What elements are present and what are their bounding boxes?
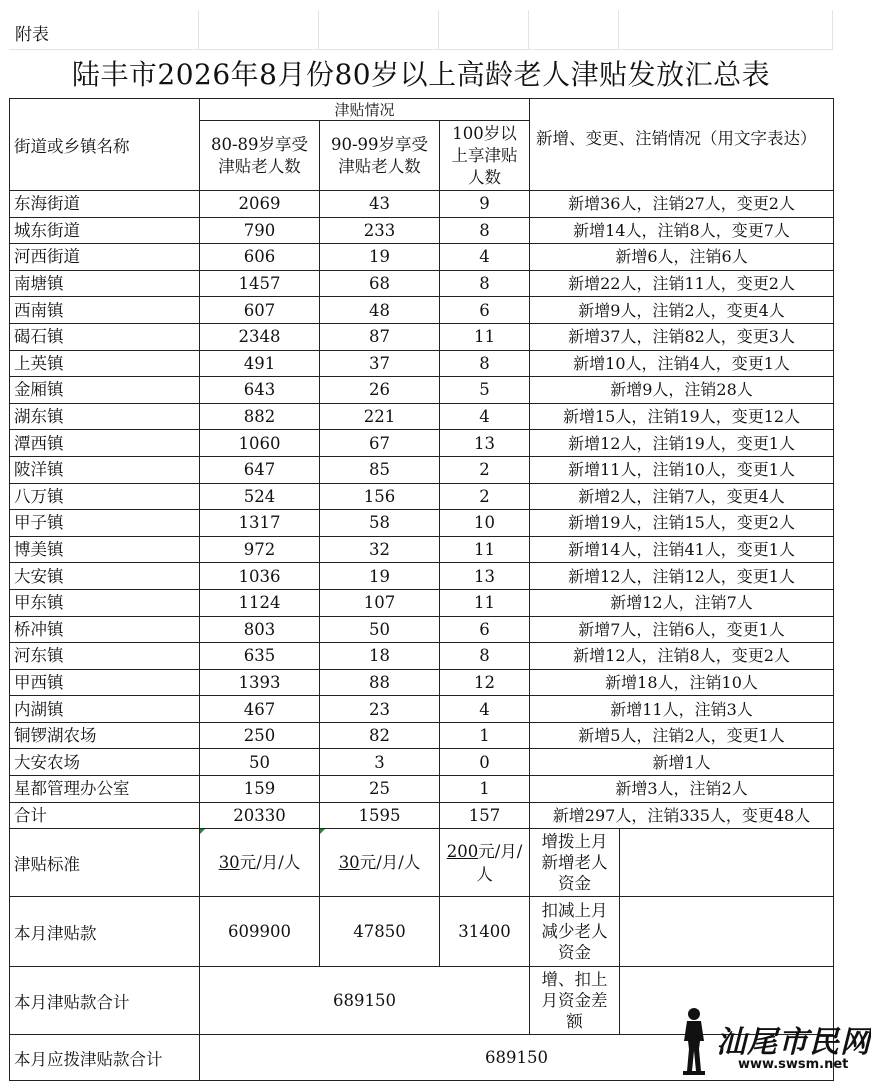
standard-100-amount: 200 <box>446 841 479 861</box>
monthly-side-value <box>620 897 834 967</box>
count-90-99: 48 <box>320 297 440 324</box>
change-note: 新增11人，注销10人，变更1人 <box>530 456 834 483</box>
header-90-99: 90-99岁享受津贴老人数 <box>320 121 440 191</box>
change-note: 新增11人，注销3人 <box>530 696 834 723</box>
count-90-99: 68 <box>320 270 440 297</box>
table-row <box>10 589 834 616</box>
table-row <box>10 244 834 271</box>
monthly-100-plus: 31400 <box>440 897 530 967</box>
table-row <box>10 430 834 457</box>
region-name: 西南镇 <box>10 297 200 324</box>
region-name: 河西街道 <box>10 244 200 271</box>
change-note: 新增12人，注销8人，变更2人 <box>530 643 834 670</box>
count-90-99: 43 <box>320 191 440 218</box>
table-row <box>10 456 834 483</box>
count-100-plus: 1 <box>440 722 530 749</box>
table-row <box>10 483 834 510</box>
region-name: 内湖镇 <box>10 696 200 723</box>
standard-80-89-amount: 30 <box>218 853 240 873</box>
count-80-89: 606 <box>200 244 320 271</box>
count-80-89: 643 <box>200 377 320 404</box>
count-80-89: 159 <box>200 776 320 803</box>
monthly-side-label: 扣减上月减少老人资金 <box>530 897 620 967</box>
count-90-99: 26 <box>320 377 440 404</box>
count-100-plus: 0 <box>440 749 530 776</box>
region-name: 博美镇 <box>10 536 200 563</box>
watermark-text: 汕尾市民网 <box>716 1025 871 1060</box>
change-note: 新增36人，注销27人，变更2人 <box>530 191 834 218</box>
table-row <box>10 536 834 563</box>
table-row <box>10 776 834 803</box>
count-90-99: 233 <box>320 217 440 244</box>
standard-90-99 <box>320 829 440 897</box>
count-100-plus: 5 <box>440 377 530 404</box>
count-100-plus: 8 <box>440 270 530 297</box>
region-name: 八万镇 <box>10 483 200 510</box>
count-80-89: 1036 <box>200 563 320 590</box>
count-80-89: 635 <box>200 643 320 670</box>
count-100-plus: 11 <box>440 536 530 563</box>
table-row <box>10 696 834 723</box>
count-80-89: 972 <box>200 536 320 563</box>
count-100-plus: 2 <box>440 456 530 483</box>
count-100-plus: 10 <box>440 510 530 537</box>
change-note: 新增7人，注销6人，变更1人 <box>530 616 834 643</box>
count-90-99: 107 <box>320 589 440 616</box>
count-80-89: 20330 <box>200 802 320 829</box>
payable-total-value: 689150 <box>200 1035 834 1081</box>
change-note: 新增297人，注销335人，变更48人 <box>530 802 834 829</box>
table-row <box>10 643 834 670</box>
change-note: 新增9人，注销2人，变更4人 <box>530 297 834 324</box>
monthly-total-value: 689150 <box>200 967 530 1035</box>
count-80-89: 50 <box>200 749 320 776</box>
change-note: 新增1人 <box>530 749 834 776</box>
count-100-plus: 11 <box>440 323 530 350</box>
region-name: 桥冲镇 <box>10 616 200 643</box>
count-100-plus: 8 <box>440 350 530 377</box>
table-row <box>10 323 834 350</box>
count-80-89: 1060 <box>200 430 320 457</box>
count-80-89: 1393 <box>200 669 320 696</box>
count-100-plus: 4 <box>440 696 530 723</box>
change-note: 新增15人，注销19人，变更12人 <box>530 403 834 430</box>
monthly-label: 本月津贴款 <box>10 897 200 967</box>
count-90-99: 3 <box>320 749 440 776</box>
monthly-total-label: 本月津贴款合计 <box>10 967 200 1035</box>
count-100-plus: 8 <box>440 643 530 670</box>
count-90-99: 87 <box>320 323 440 350</box>
count-90-99: 221 <box>320 403 440 430</box>
change-note: 新增2人，注销7人，变更4人 <box>530 483 834 510</box>
header-100-plus: 100岁以上享津贴人数 <box>440 121 530 191</box>
change-note: 新增18人，注销10人 <box>530 669 834 696</box>
table-row <box>10 616 834 643</box>
payable-total-label: 本月应拨津贴款合计 <box>10 1035 200 1081</box>
table-row <box>10 191 834 218</box>
count-100-plus: 13 <box>440 563 530 590</box>
table-row <box>10 217 834 244</box>
count-100-plus: 6 <box>440 297 530 324</box>
table-row <box>10 563 834 590</box>
count-90-99: 85 <box>320 456 440 483</box>
change-note: 新增19人，注销15人，变更2人 <box>530 510 834 537</box>
table-row <box>10 749 834 776</box>
standard-100-plus <box>440 829 530 897</box>
count-100-plus: 8 <box>440 217 530 244</box>
change-note: 新增10人，注销4人，变更1人 <box>530 350 834 377</box>
change-note: 新增12人，注销12人，变更1人 <box>530 563 834 590</box>
count-90-99: 18 <box>320 643 440 670</box>
top-gridlines <box>9 10 833 50</box>
count-100-plus: 2 <box>440 483 530 510</box>
appendix-label: 附表 <box>15 25 49 45</box>
monthly-80-89: 609900 <box>200 897 320 967</box>
count-100-plus: 9 <box>440 191 530 218</box>
count-80-89: 467 <box>200 696 320 723</box>
region-name: 湖东镇 <box>10 403 200 430</box>
count-90-99: 67 <box>320 430 440 457</box>
region-name: 河东镇 <box>10 643 200 670</box>
region-name: 大安农场 <box>10 749 200 776</box>
table-row <box>10 802 834 829</box>
change-note: 新增12人，注销19人，变更1人 <box>530 430 834 457</box>
table-row <box>10 270 834 297</box>
standard-80-89 <box>200 829 320 897</box>
count-90-99: 58 <box>320 510 440 537</box>
table-row <box>10 297 834 324</box>
region-name: 南塘镇 <box>10 270 200 297</box>
count-80-89: 882 <box>200 403 320 430</box>
standard-80-89-unit: 元/月/人 <box>239 853 301 873</box>
count-80-89: 491 <box>200 350 320 377</box>
region-name: 合计 <box>10 802 200 829</box>
region-name: 上英镇 <box>10 350 200 377</box>
standard-label: 津贴标准 <box>10 829 200 897</box>
header-subsidy-group: 津贴情况 <box>200 99 530 121</box>
count-100-plus: 1 <box>440 776 530 803</box>
count-80-89: 524 <box>200 483 320 510</box>
change-note: 新增5人，注销2人，变更1人 <box>530 722 834 749</box>
change-note: 新增12人，注销7人 <box>530 589 834 616</box>
count-90-99: 82 <box>320 722 440 749</box>
change-note: 新增3人，注销2人 <box>530 776 834 803</box>
site-watermark-logo <box>678 1005 871 1077</box>
count-100-plus: 6 <box>440 616 530 643</box>
region-name: 甲东镇 <box>10 589 200 616</box>
count-80-89: 803 <box>200 616 320 643</box>
table-row <box>10 722 834 749</box>
region-name: 金厢镇 <box>10 377 200 404</box>
header-80-89: 80-89岁享受津贴老人数 <box>200 121 320 191</box>
count-80-89: 2348 <box>200 323 320 350</box>
header-region: 街道或乡镇名称 <box>10 99 200 191</box>
count-80-89: 1457 <box>200 270 320 297</box>
count-90-99: 37 <box>320 350 440 377</box>
count-80-89: 607 <box>200 297 320 324</box>
count-80-89: 790 <box>200 217 320 244</box>
standard-side-value <box>620 829 834 897</box>
table-row <box>10 510 834 537</box>
region-name: 潭西镇 <box>10 430 200 457</box>
region-name: 碣石镇 <box>10 323 200 350</box>
region-name: 陂洋镇 <box>10 456 200 483</box>
monthly-90-99: 47850 <box>320 897 440 967</box>
change-note: 新增6人，注销6人 <box>530 244 834 271</box>
count-80-89: 2069 <box>200 191 320 218</box>
region-name: 大安镇 <box>10 563 200 590</box>
region-name: 东海街道 <box>10 191 200 218</box>
region-name: 城东街道 <box>10 217 200 244</box>
table-row <box>10 377 834 404</box>
count-80-89: 647 <box>200 456 320 483</box>
standard-90-99-amount: 30 <box>338 853 360 873</box>
watermark-url: www.swsm.net <box>738 1057 849 1072</box>
table-row <box>10 350 834 377</box>
change-note: 新增22人，注销11人，变更2人 <box>530 270 834 297</box>
standard-90-99-unit: 元/月/人 <box>359 853 421 873</box>
count-80-89: 1124 <box>200 589 320 616</box>
count-80-89: 1317 <box>200 510 320 537</box>
page-title: 陆丰市2026年8月份80岁以上高龄老人津贴发放汇总表 <box>71 58 771 91</box>
region-name: 甲子镇 <box>10 510 200 537</box>
count-90-99: 25 <box>320 776 440 803</box>
count-100-plus: 11 <box>440 589 530 616</box>
count-90-99: 88 <box>320 669 440 696</box>
count-90-99: 32 <box>320 536 440 563</box>
count-100-plus: 12 <box>440 669 530 696</box>
count-90-99: 50 <box>320 616 440 643</box>
standard-100-unit: 元/月/人 <box>476 841 523 884</box>
table-row <box>10 669 834 696</box>
count-90-99: 19 <box>320 563 440 590</box>
change-note: 新增9人，注销28人 <box>530 377 834 404</box>
count-100-plus: 4 <box>440 244 530 271</box>
count-90-99: 19 <box>320 244 440 271</box>
change-note: 新增14人，注销8人，变更7人 <box>530 217 834 244</box>
summary-table <box>9 98 834 1081</box>
monthly-total-side-label: 增、扣上月资金差额 <box>530 967 620 1035</box>
change-note: 新增14人，注销41人，变更1人 <box>530 536 834 563</box>
count-90-99: 23 <box>320 696 440 723</box>
count-100-plus: 4 <box>440 403 530 430</box>
count-90-99: 1595 <box>320 802 440 829</box>
standard-side-label: 增拨上月新增老人资金 <box>530 829 620 897</box>
table-row <box>10 403 834 430</box>
header-changes: 新增、变更、注销情况（用文字表达） <box>530 99 834 191</box>
count-100-plus: 13 <box>440 430 530 457</box>
region-name: 铜锣湖农场 <box>10 722 200 749</box>
count-100-plus: 157 <box>440 802 530 829</box>
count-80-89: 250 <box>200 722 320 749</box>
region-name: 甲西镇 <box>10 669 200 696</box>
count-90-99: 156 <box>320 483 440 510</box>
region-name: 星都管理办公室 <box>10 776 200 803</box>
change-note: 新增37人，注销82人，变更3人 <box>530 323 834 350</box>
